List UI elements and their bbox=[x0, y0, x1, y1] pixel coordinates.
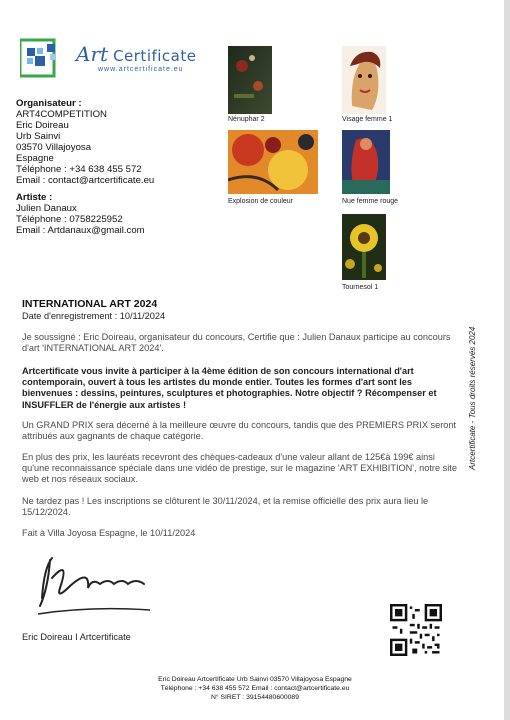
organizer-block bbox=[16, 98, 154, 186]
footer-line: Téléphone : +34 638 455 572 Email : contact@artcertificate.eu bbox=[160, 685, 350, 692]
artwork-image bbox=[228, 130, 318, 194]
artwork-caption: Explosion de couleur bbox=[228, 198, 293, 205]
registration-date: Date d'enregistrement : 10/11/2024 bbox=[22, 311, 166, 321]
qr-code-icon[interactable] bbox=[390, 604, 442, 656]
logo-url: www.artcertificate.eu bbox=[98, 66, 184, 73]
certification-paragraph: Je soussigné : Eric Doireau, organisateur du concours, Certifie que : Julien Danaux participe au concours d'art 'INTERNATIONAL ART 2024'. bbox=[22, 332, 451, 354]
organizer-line: 03570 Villajoyosa bbox=[16, 142, 92, 153]
artwork-caption: Nue femme rouge bbox=[342, 198, 399, 205]
footer-line: Eric Doireau Artcertificate Urb Sainvi 03570 Villajoyosa Espagne bbox=[158, 676, 352, 683]
artwork-caption: Nénuphar 2 bbox=[228, 116, 265, 123]
rewards-paragraph: En plus des prix, les lauréats recevront des chèques-cadeaux d'une valeur allant de 125€à 199€ ainsi qu'une reconnaissance spéciale dans une vidéo de prestige, sur le magazine 'ART EXHIBITION', notre site web et nos réseaux sociaux. bbox=[22, 452, 457, 485]
organizer-line: Eric Doireau bbox=[16, 120, 69, 131]
artwork-caption: Visage femme 1 bbox=[342, 116, 393, 123]
organizer-line: Urb Sainvi bbox=[16, 131, 61, 142]
artist-heading: Artiste : bbox=[16, 192, 53, 203]
artist-block bbox=[16, 192, 145, 236]
artist-line: Julien Danaux bbox=[16, 203, 77, 214]
organizer-heading: Organisateur : bbox=[16, 98, 82, 109]
signer-name: Eric Doireau I Artcertificate bbox=[22, 632, 131, 642]
invitation-paragraph: Artcertificate vous invite à participer à la 4ème édition de son concours international d'art contemporain, ouvert à tous les artistes du monde entier. Toutes les formes d'art sont les bienvenues : dessins, peintures, sculptures et photographies. Notre objectif ? Récompenser et INSUFFLER de l'énergie aux artistes ! bbox=[22, 366, 437, 410]
page-edge bbox=[504, 0, 510, 720]
competition-title: INTERNATIONAL ART 2024 bbox=[22, 298, 158, 310]
logo-wordmark: Art Certificate bbox=[76, 42, 197, 66]
artist-line: Email : Artdanaux@gmail.com bbox=[16, 225, 145, 236]
place-date-line: Fait à Villa Joyosa Espagne, le 10/11/2024 bbox=[22, 528, 196, 538]
deadline-paragraph: Ne tardez pas ! Les inscriptions se clôturent le 30/11/2024, et la remise officielle des prix aura lieu le 15/12/2024. bbox=[22, 496, 429, 518]
handwritten-signature bbox=[30, 548, 190, 623]
artwork-image bbox=[342, 46, 386, 114]
organizer-line: Téléphone : +34 638 455 572 bbox=[16, 164, 142, 175]
organizer-line: Email : contact@artcertificate.eu bbox=[16, 175, 155, 186]
organizer-line: ART4COMPETITION bbox=[16, 109, 107, 120]
copyright-vertical-note: Artcertificate - Tous droits réservés 2024 bbox=[468, 326, 477, 470]
artwork-image bbox=[228, 46, 272, 114]
artwork-caption: Tournesol 1 bbox=[342, 284, 379, 291]
artcertificate-logo bbox=[20, 38, 200, 82]
logo-mark-icon bbox=[20, 38, 60, 80]
artwork-image bbox=[342, 130, 390, 194]
prizes-paragraph: Un GRAND PRIX sera décerné à la meilleure œuvre du concours, tandis que des PREMIERS PRIX seront attribués aux gagnants de chaque catégorie. bbox=[22, 420, 457, 442]
artwork-image bbox=[342, 214, 386, 280]
artist-line: Téléphone : 0758225952 bbox=[16, 214, 123, 225]
organizer-line: Espagne bbox=[16, 153, 54, 164]
footer-line: N° SIRET : 39154480600089 bbox=[211, 694, 299, 701]
